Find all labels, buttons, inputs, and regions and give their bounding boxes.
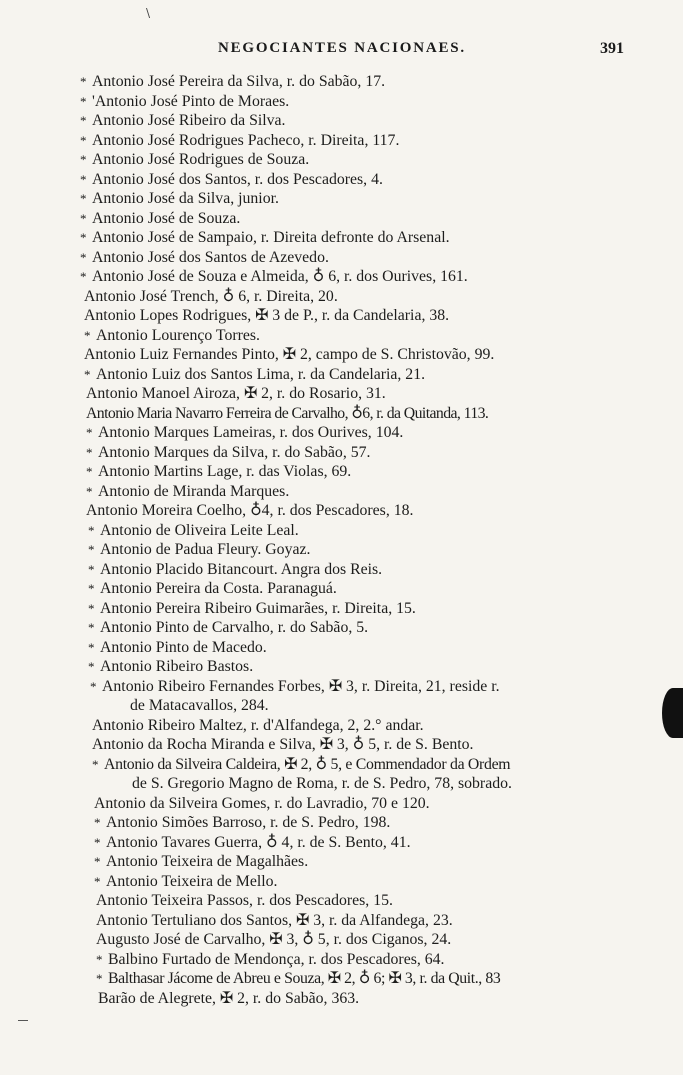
list-item [0,326,683,346]
entry-text: Antonio Marques da Silva, r. do Sabão, 57. [98,443,371,461]
list-item [0,228,683,248]
list-item [0,794,683,814]
entry-text: Antonio Maria Navarro Ferreira de Carvalho, ♁6, r. da Quitanda, 113. [86,404,489,422]
list-item [0,813,683,833]
entry-text: Antonio Teixeira de Mello. [106,872,278,890]
entry-text: Antonio José dos Santos, r. dos Pescadores, 4. [92,170,383,188]
list-item [0,579,683,599]
star-marker: * [80,191,87,206]
star-marker: * [88,659,95,674]
page-header [0,40,683,64]
entry-text: Balbino Furtado de Mendonça, r. dos Pescadores, 64. [108,950,445,968]
entry-text: Augusto José de Carvalho, ✠ 3, ♁ 5, r. dos Ciganos, 24. [96,931,452,948]
entry-text: Antonio José de Souza. [92,209,241,227]
entry-text: Antonio Marques Lameiras, r. dos Ourives, 104. [98,424,404,441]
entry-text: Antonio da Silveira Gomes, r. do Lavradio, 70 e 120. [94,794,430,812]
list-item [0,72,683,92]
entry-text: Antonio Manoel Airoza, ✠ 2, r. do Rosario, 31. [86,385,386,402]
entry-text: Antonio Ribeiro Bastos. [100,658,254,675]
entry-text: Antonio Martins Lage, r. das Violas, 69. [98,463,352,480]
entry-text: Antonio Pereira Ribeiro Guimarães, r. Direita, 15. [100,599,416,617]
star-marker: * [84,327,91,343]
star-marker: * [84,366,91,382]
star-marker: * [86,464,93,479]
star-marker: * [94,873,101,889]
star-marker: * [80,152,87,167]
star-marker: * [88,620,95,635]
list-item [0,930,683,950]
star-marker: * [80,269,87,284]
star-marker: * [80,74,87,89]
star-marker: * [96,971,103,986]
list-item [0,404,683,424]
entry-text: Antonio Simões Barroso, r. de S. Pedro, 198. [106,814,391,831]
list-item [0,501,683,521]
list-item [0,209,683,229]
list-item [0,521,683,541]
entry-text: Antonio Moreira Coelho, ♁4, r. dos Pescadores, 18. [86,502,414,519]
list-item [0,735,683,755]
list-item [0,969,683,989]
list-item [0,599,683,619]
entry-text: Balthasar Jácome de Abreu e Souza, ✠ 2, ♁ 6; ✠ 3, r. da Quit., 83 [108,970,501,987]
list-item [0,872,683,892]
star-marker: * [90,678,97,694]
star-marker: * [92,756,99,772]
star-marker: * [80,249,87,265]
entry-text: 'Antonio José Pinto de Moraes. [92,92,290,110]
list-item [0,560,683,580]
list-item [0,638,683,658]
entry-text: Antonio de Padua Fleury. Goyaz. [100,541,311,558]
star-marker: * [94,815,101,830]
star-marker: * [88,639,95,655]
entry-text: Antonio Tavares Guerra, ♁ 4, r. de S. Bento, 41. [106,833,411,851]
star-marker: * [80,132,87,148]
star-marker: * [80,113,87,128]
entry-text: Antonio José Rodrigues Pacheco, r. Direita, 117. [92,131,400,149]
entry-text: Antonio Pinto de Macedo. [100,638,267,656]
list-item [0,716,683,736]
list-item [0,833,683,853]
list-item [0,287,683,307]
star-marker: * [94,834,101,850]
list-item [0,345,683,365]
list-item [0,423,683,443]
entry-text: Antonio Pinto de Carvalho, r. do Sabão, 5. [100,619,369,636]
list-item [0,677,683,697]
entry-text: Antonio José de Souza e Almeida, ♁ 6, r. dos Ourives, 161. [92,268,468,285]
entry-text: Antonio Tertuliano dos Santos, ✠ 3, r. da Alfandega, 23. [96,911,453,929]
star-marker: * [80,93,87,109]
entry-text: Antonio José da Silva, junior. [92,190,279,207]
merchant-list [0,72,683,1008]
list-item [0,131,683,151]
star-marker: * [88,561,95,577]
list-item [0,852,683,872]
star-marker: * [80,171,87,187]
star-marker: * [88,600,95,616]
star-marker: * [96,951,103,967]
entry-text: Antonio José Ribeiro da Silva. [92,112,286,129]
ink-blot [662,688,683,738]
entry-text: Antonio Luiz dos Santos Lima, r. da Candelaria, 21. [96,365,426,383]
entry-text: Antonio Ribeiro Maltez, r. d'Alfandega, 2, 2.° andar. [92,716,424,734]
list-item [0,248,683,268]
entry-text: Antonio de Oliveira Leite Leal. [100,521,299,539]
entry-text: Antonio Teixeira Passos, r. dos Pescadores, 15. [96,892,393,909]
list-item [0,306,683,326]
page-title: NEGOCIANTES NACIONAES. [218,40,466,56]
list-item [0,111,683,131]
star-marker: * [86,483,93,499]
list-item [0,150,683,170]
list-item [0,482,683,502]
entry-text: Antonio José Trench, ♁ 6, r. Direita, 20. [84,287,338,305]
list-item [0,92,683,112]
star-marker: * [80,230,87,245]
star-marker: * [86,444,93,460]
entry-text: Antonio da Rocha Miranda e Silva, ✠ 3, ♁ 5, r. de S. Bento. [92,736,474,753]
entry-text: de Matacavallos, 284. [130,697,269,714]
list-item [0,170,683,190]
entry-text: Antonio Ribeiro Fernandes Forbes, ✠ 3, r. Direita, 21, reside r. [102,677,500,695]
entry-text: Barão de Alegrete, ✠ 2, r. do Sabão, 363. [98,989,360,1007]
star-marker: * [86,425,93,440]
entry-text: Antonio José Rodrigues de Souza. [92,151,310,168]
list-item [0,365,683,385]
entry-text: Antonio Luiz Fernandes Pinto, ✠ 2, campo de S. Christovão, 99. [84,346,495,363]
entry-text: Antonio José dos Santos de Azevedo. [92,248,329,266]
list-item [0,462,683,482]
list-item [0,384,683,404]
list-item [0,618,683,638]
list-item [0,950,683,970]
list-item-continuation [0,696,683,716]
list-item [0,891,683,911]
entry-text: de S. Gregorio Magno de Roma, r. de S. Pedro, 78, sobrado. [132,775,512,792]
star-marker: * [94,854,101,869]
list-item [0,189,683,209]
page-number: 391 [600,40,624,57]
entry-text: Antonio Placido Bitancourt. Angra dos Reis. [100,560,383,578]
entry-text: Antonio Lourenço Torres. [96,326,260,344]
list-item [0,267,683,287]
entry-text: Antonio da Silveira Caldeira, ✠ 2, ♁ 5, e Commendador da Ordem [104,755,511,773]
star-marker: * [80,210,87,226]
entry-text: Antonio José Pereira da Silva, r. do Sabão, 17. [92,73,386,90]
list-item [0,443,683,463]
list-item [0,989,683,1009]
margin-dash [18,1020,28,1021]
stray-ink-mark: \ [146,6,151,20]
list-item [0,657,683,677]
star-marker: * [88,581,95,596]
list-item-continuation [0,774,683,794]
star-marker: * [88,522,95,538]
entry-text: Antonio José de Sampaio, r. Direita defronte do Arsenal. [92,229,450,246]
entry-text: Antonio Lopes Rodrigues, ✠ 3 de P., r. da Candelaria, 38. [84,307,450,324]
entry-text: Antonio Teixeira de Magalhães. [106,853,309,870]
list-item [0,540,683,560]
star-marker: * [88,542,95,557]
entry-text: Antonio de Miranda Marques. [98,482,290,500]
list-item [0,755,683,775]
list-item [0,911,683,931]
entry-text: Antonio Pereira da Costa. Paranaguá. [100,580,337,597]
